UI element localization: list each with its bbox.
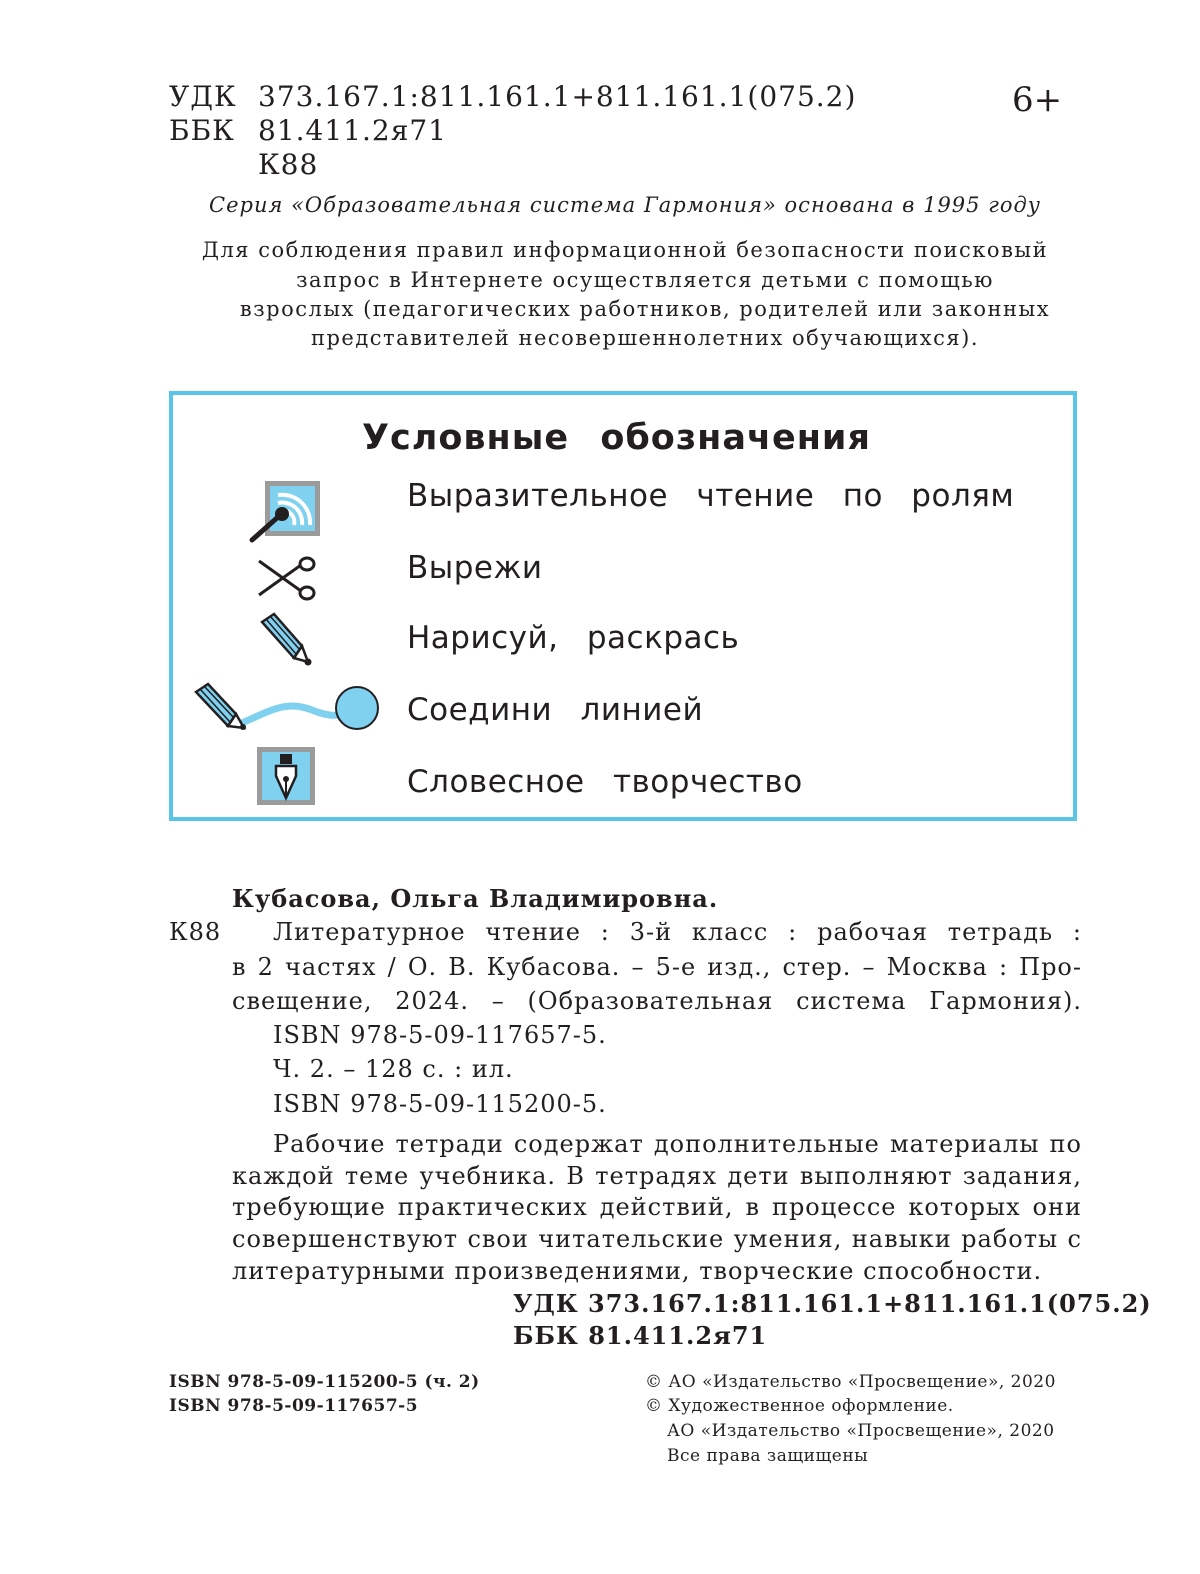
annotation-line: каждой теме учебника. В тетрадях дети выполняют задания, [232,1162,1082,1190]
udk-bold: УДК 373.167.1:811.161.1+811.161.1(075.2) [513,1289,1152,1318]
isbn-part: ISBN 978-5-09-115200-5. [273,1090,607,1118]
scissors-icon [255,555,321,601]
biblio-line: свещение, 2024. – (Образовательная система Гармония). [232,987,1082,1015]
legend-label-connect: Соедини линией [407,692,704,728]
isbn-general: ISBN 978-5-09-117657-5. [273,1021,607,1049]
safety-notice-line: Для соблюдения правил информационной безопасности поисковый [201,238,1049,262]
legend-label-cut: Вырежи [407,550,543,586]
microphone-icon [248,477,324,545]
series-line: Серия «Образовательная система Гармония» основана в 1995 году [209,193,1041,217]
fountain-pen-icon [256,746,316,806]
legend-title: Условные обозначения [362,418,871,458]
udk-value: 373.167.1:811.161.1+811.161.1(075.2) [258,80,857,113]
footer-isbn: ISBN 978-5-09-115200-5 (ч. 2) [169,1372,480,1392]
legend-label-creative: Словесное творчество [407,764,803,800]
legend-label-draw: Нарисуй, раскрась [407,620,740,656]
biblio-line: в 2 частях / О. В. Кубасова. – 5-е изд., стер. – Москва : Про- [232,953,1082,981]
age-rating: 6+ [1012,80,1063,120]
annotation-line: Рабочие тетради содержат дополнительные материалы по [273,1130,1082,1158]
copyright-line: АО «Издательство «Просвещение», 2020 [667,1421,1055,1441]
annotation-line: совершенствуют свои читательские умения, навыки работы с [232,1225,1082,1253]
annotation-line: литературными произведениями, творческие способности. [232,1257,1043,1285]
safety-notice-line: представителей несовершеннолетних обучающихся). [310,326,980,350]
author-mark: К88 [258,148,319,181]
bbk-bold: ББК 81.411.2я71 [513,1321,768,1350]
udk-label: УДК [169,80,237,113]
footer-isbn: ISBN 978-5-09-117657-5 [169,1396,419,1416]
part-info: Ч. 2. – 128 с. : ил. [273,1055,514,1083]
copyright-line: Все права защищены [667,1446,869,1466]
annotation-line: требующие практических действий, в процессе которых они [232,1193,1082,1221]
safety-notice-line: взрослых (педагогических работников, родителей или законных [239,297,1051,321]
safety-notice-line: запрос в Интернете осуществляется детьми с помощью [296,268,994,292]
biblio-mark: К88 [169,918,222,946]
connect-line-icon [192,680,382,736]
author-name: Кубасова, Ольга Владимировна. [232,884,719,913]
pencil-icon [252,612,316,668]
biblio-line: Литературное чтение : 3-й класс : рабочая тетрадь : [273,918,1082,946]
legend-label-reading: Выразительное чтение по ролям [407,478,1015,514]
copyright-line: © Художественное оформление. [645,1396,954,1416]
copyright-line: © АО «Издательство «Просвещение», 2020 [645,1372,1056,1392]
bbk-value: 81.411.2я71 [258,114,447,147]
bbk-label: ББК [169,114,235,147]
